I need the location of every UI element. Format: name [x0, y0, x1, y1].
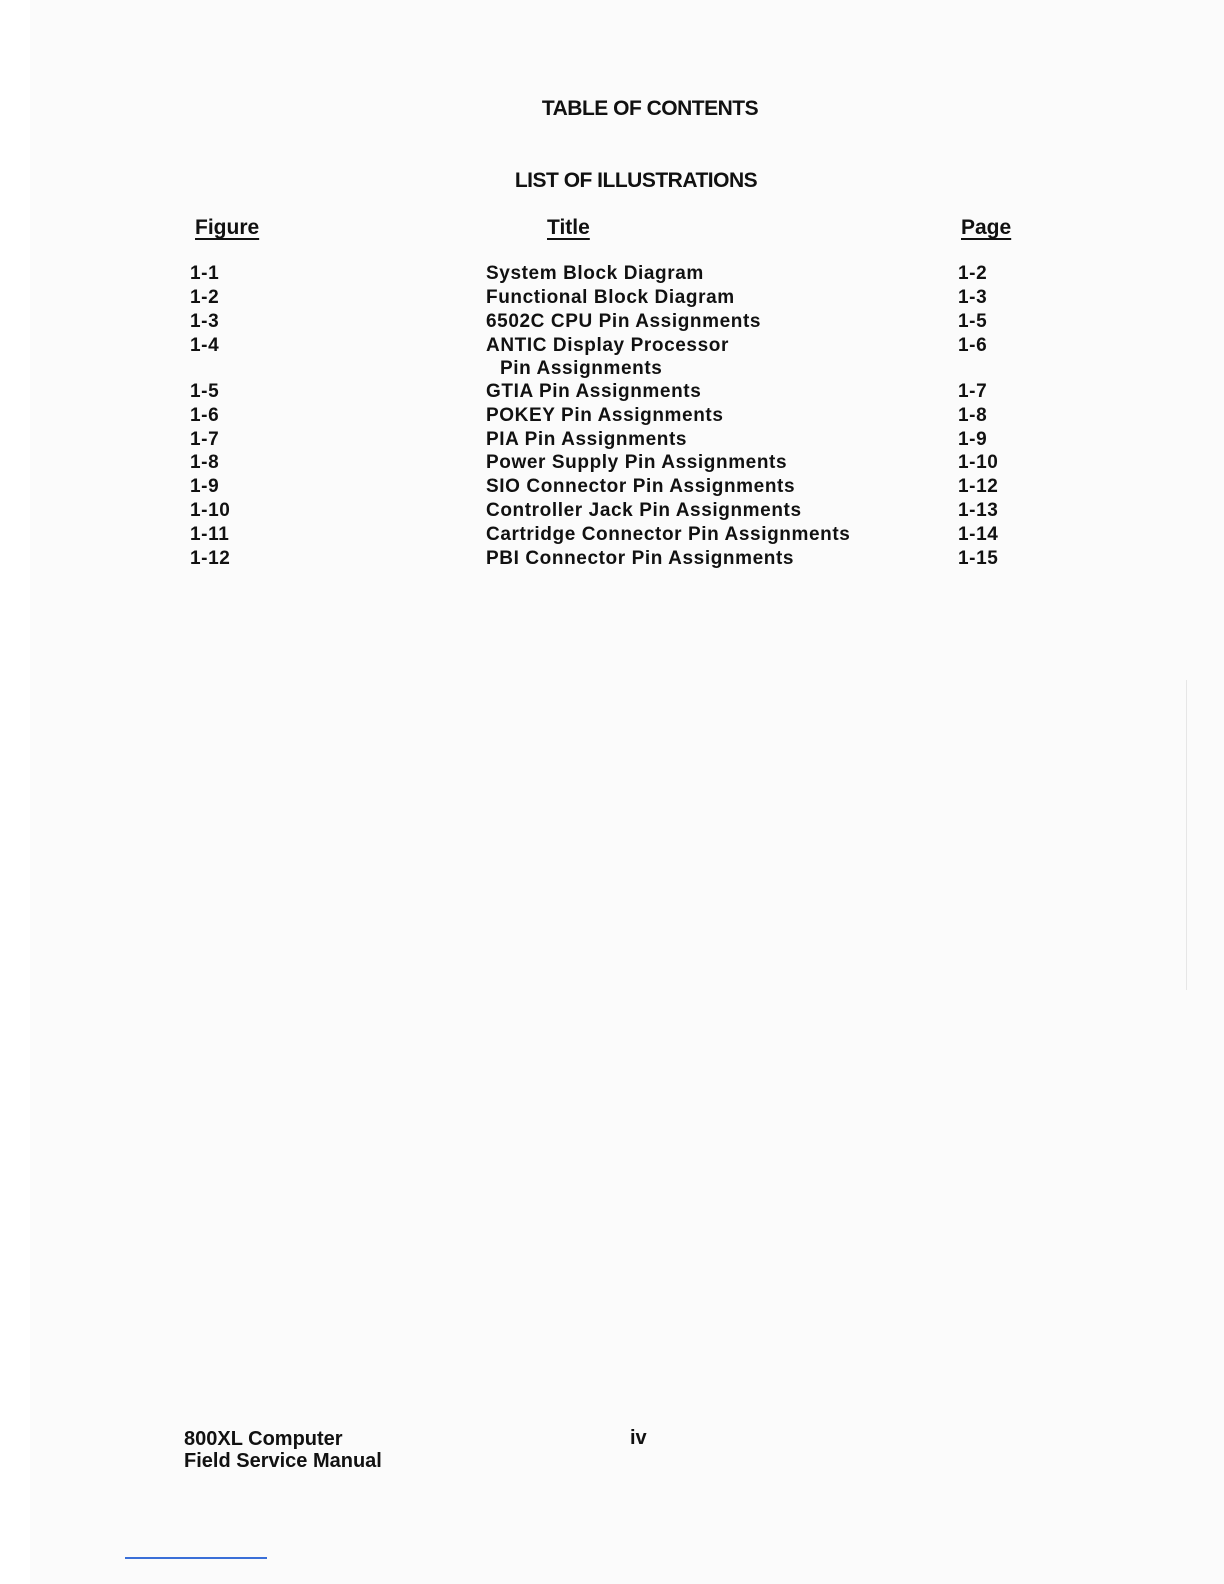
- column-header-title: Title: [547, 216, 590, 239]
- figure-number: 1-1: [190, 263, 220, 284]
- figure-title: POKEY Pin Assignments: [486, 405, 724, 426]
- list-item: [0, 476, 1224, 500]
- footer-page-number: iv: [630, 1427, 647, 1449]
- list-item: [0, 429, 1224, 453]
- figure-title-continuation: Pin Assignments: [500, 358, 663, 379]
- list-item: [0, 263, 1224, 287]
- page-number: 1-15: [958, 548, 999, 569]
- figure-number: 1-2: [190, 287, 220, 308]
- figure-number: 1-10: [190, 500, 231, 521]
- scan-edge-line: [1186, 680, 1187, 990]
- page-number: 1-12: [958, 476, 999, 497]
- figure-title: System Block Diagram: [486, 263, 704, 284]
- figure-number: 1-5: [190, 381, 220, 402]
- page-number: 1-8: [958, 405, 988, 426]
- figure-number: 1-9: [190, 476, 220, 497]
- figure-title: Functional Block Diagram: [486, 287, 735, 308]
- list-item: [0, 335, 1224, 359]
- figure-number: 1-11: [190, 524, 230, 545]
- section-title: LIST OF ILLUSTRATIONS: [514, 169, 758, 192]
- document-title: TABLE OF CONTENTS: [541, 97, 759, 120]
- list-item: [0, 500, 1224, 524]
- page-number: 1-3: [958, 287, 988, 308]
- page-number: 1-6: [958, 335, 988, 356]
- figure-title: GTIA Pin Assignments: [486, 381, 702, 402]
- footer-product-name: 800XL Computer: [184, 1428, 343, 1450]
- figure-title: Power Supply Pin Assignments: [486, 452, 788, 473]
- figure-title: PIA Pin Assignments: [486, 429, 688, 450]
- figure-number: 1-4: [190, 335, 220, 356]
- figure-title: SIO Connector Pin Assignments: [486, 476, 796, 497]
- figure-title: PBI Connector Pin Assignments: [486, 548, 795, 569]
- list-item: [0, 381, 1224, 405]
- list-item: [0, 524, 1224, 548]
- list-item: [0, 311, 1224, 335]
- figure-number: 1-7: [190, 429, 220, 450]
- column-header-page: Page: [961, 216, 1012, 239]
- page-number: 1-10: [958, 452, 999, 473]
- page-number: 1-14: [958, 524, 999, 545]
- list-item: [0, 405, 1224, 429]
- list-item: [0, 452, 1224, 476]
- figure-title: Controller Jack Pin Assignments: [486, 500, 802, 521]
- figure-title: Cartridge Connector Pin Assignments: [486, 524, 851, 545]
- page-number: 1-13: [958, 500, 999, 521]
- figure-title: 6502C CPU Pin Assignments: [486, 311, 762, 332]
- figure-title: ANTIC Display Processor: [486, 335, 729, 356]
- page-number: 1-2: [958, 263, 988, 284]
- page-number: 1-5: [958, 311, 988, 332]
- list-item: [0, 548, 1224, 572]
- list-item: [0, 287, 1224, 311]
- page-number: 1-7: [958, 381, 988, 402]
- column-header-figure: Figure: [195, 216, 260, 239]
- page-number: 1-9: [958, 429, 988, 450]
- figure-number: 1-3: [190, 311, 220, 332]
- link-underline[interactable]: [125, 1557, 267, 1559]
- figure-number: 1-6: [190, 405, 220, 426]
- figure-number: 1-8: [190, 452, 220, 473]
- footer-manual-name: Field Service Manual: [184, 1450, 382, 1472]
- figure-number: 1-12: [190, 548, 231, 569]
